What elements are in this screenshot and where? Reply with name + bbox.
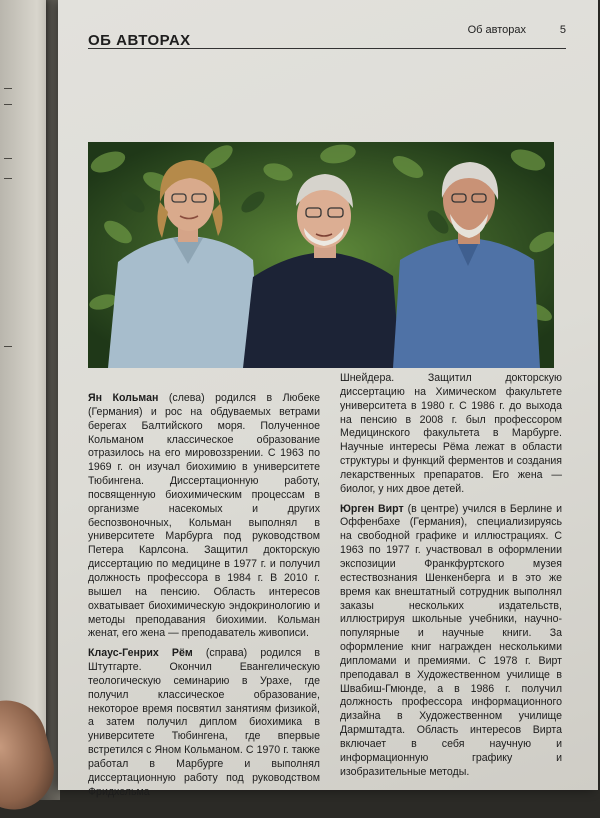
running-head: Об авторах xyxy=(467,24,526,36)
author-name-kolman: Ян Кольман xyxy=(88,392,159,404)
bio-rehm xyxy=(88,647,320,799)
bio-text-wirth: (в центре) учился в Берлине и Оффенбахе (Германия), специализируясь на свободной графике и иллюстрациях. С 1963 по 1977 г. участвовал в оформлении экспозиции Франкфуртского музея естествознания Шенкенберга и в это же время как внештатный сотрудник выполнял заказы нескольких издательств, иллюстрируя школьные учебники, научно-популярные и научные книги. За оформление книг награжден несколькими дипломами и премиями. С 1978 г. Вирт преподавал в Художественном училище в Швабиш-Гмюнде, а в 1986 г. получил должность профессора информационного дизайна в Художественном училище Дармштадта. Область интересов Вирта включает в себя научную и информационную графику и изобразительные методы. xyxy=(340,502,562,778)
right-column xyxy=(340,372,562,779)
author-name-wirth: Юрген Вирт xyxy=(340,502,404,515)
page-number: 5 xyxy=(559,24,566,36)
page-header xyxy=(88,22,566,49)
section-title: ОБ АВТОРАХ xyxy=(88,32,191,49)
left-column xyxy=(88,392,320,799)
bio-text-kolman: (слева) родился в Любеке (Германия) и рос на обдуваемых ветрами берегах Балтийского моря. Полученное Кольманом классическое образование отразилось на его мировоззрении. С 1963 по 1969 г. он изучал биохимию в университете Тюбингена. Диссертационную работу, посвященную биохимическим процессам в организме насекомых и других беспозвоночных, Кольман выполнял в университете Марбурга под руководством Петера Карлсона. Защитил докторскую диссертацию по медицине в 1977 г. и получил должность профессора в 1984 г. В 2010 г. вышел на пенсию. Область интересов охватывает биохимическую эндокринологию и методы преподавания биохимии. Кольман женат, его жена — преподаватель живописи. xyxy=(88,392,320,640)
photo-illustration xyxy=(88,142,554,368)
authors-photo xyxy=(88,142,554,368)
book-page xyxy=(58,0,598,798)
author-name-rehm: Клаус-Генрих Рём xyxy=(88,647,193,660)
bio-kolman xyxy=(88,392,320,641)
bio-wirth xyxy=(340,503,562,780)
previous-page-edge xyxy=(0,0,46,760)
bio-text-rehm: (справа) родился в Штутгарте. Окончил Евангелическую теологическую семинарию в Урахе, где получил классическое образование, некоторое время посвятил занятиям физикой, а затем получил диплом биохимика в университете Тюбингена, где впервые встретился с Яном Кольманом. С 1970 г. также работал в Марбурге и выполнял диссертационную работу под руководством Фридхельма xyxy=(88,647,320,798)
bio-rehm-continuation: Шнейдера. Защитил докторскую диссертацию на Химическом факультете университета в 1980 г. С 1986 г. до выхода на пенсию в 2008 г. был профессором Медицинского факультета в Марбурге. Научные интересы Рёма лежат в области структуры и функций ферментов и создания лекарственных препаратов. Его жена — биолог, у них двое детей. xyxy=(340,372,562,495)
